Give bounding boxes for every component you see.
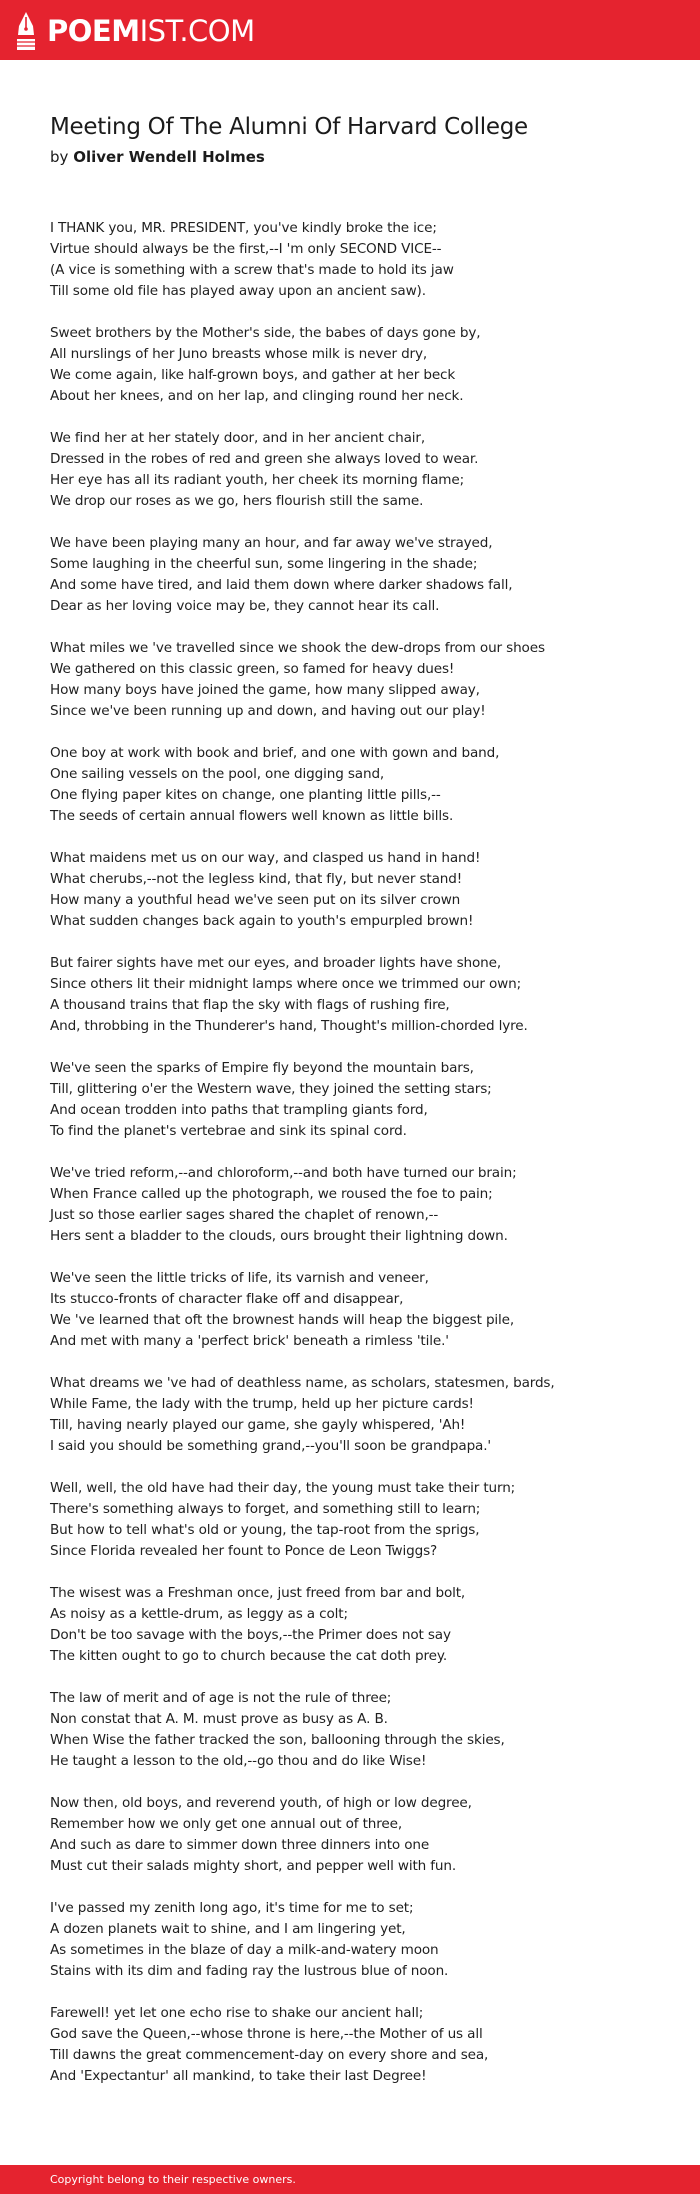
poem-line: We've seen the little tricks of life, its varnish and veneer, (50, 1270, 429, 1286)
poem-line: But fairer sights have met our eyes, and broader lights have shone, (50, 955, 501, 971)
poem-stanza (50, 1163, 670, 1247)
poem-stanza (50, 428, 670, 512)
poem-stanza (50, 218, 670, 302)
author-name[interactable]: Oliver Wendell Holmes (73, 148, 265, 166)
poem-line: Dear as her loving voice may be, they cannot hear its call. (50, 598, 440, 614)
poem-line: Sweet brothers by the Mother's side, the babes of days gone by, (50, 325, 481, 341)
poem-line: Dressed in the robes of red and green she always loved to wear. (50, 451, 479, 467)
poem-stanza (50, 1058, 670, 1142)
poem-line: The seeds of certain annual flowers well known as little bills. (50, 808, 454, 824)
poem-title: Meeting Of The Alumni Of Harvard College (50, 114, 528, 140)
poem-line: One sailing vessels on the pool, one digging sand, (50, 766, 385, 782)
poem-line: (A vice is something with a screw that's made to hold its jaw (50, 262, 454, 278)
site-logo-text: POEMIST.COM (47, 14, 255, 48)
by-label: by (50, 148, 69, 166)
poem-line: Don't be too savage with the boys,--the Primer does not say (50, 1627, 451, 1643)
poem-stanza (50, 743, 670, 827)
poem-line: How many a youthful head we've seen put on its silver crown (50, 892, 461, 908)
poem-line: I've passed my zenith long ago, it's time for me to set; (50, 1900, 414, 1916)
poem-line: What dreams we 've had of deathless name, as scholars, statesmen, bards, (50, 1375, 555, 1391)
poem-line: What maidens met us on our way, and clasped us hand in hand! (50, 850, 481, 866)
pen-nib-icon (16, 11, 36, 51)
poem-stanza (50, 323, 670, 407)
poem-line: We gathered on this classic green, so famed for heavy dues! (50, 661, 455, 677)
poem-line: Some laughing in the cheerful sun, some lingering in the shade; (50, 556, 478, 572)
poem-line: Remember how we only get one annual out of three, (50, 1816, 403, 1832)
copyright-notice: Copyright belong to their respective owners. (50, 2173, 296, 2186)
poem-line: We have been playing many an hour, and far away we've strayed, (50, 535, 493, 551)
poem-stanza (50, 1478, 670, 1562)
poem-body (50, 218, 670, 2108)
poem-line: God save the Queen,--whose throne is here,--the Mother of us all (50, 2026, 483, 2042)
poem-line: A dozen planets wait to shine, and I am lingering yet, (50, 1921, 406, 1937)
poem-stanza (50, 2003, 670, 2087)
poem-stanza (50, 1898, 670, 1982)
poem-line: Her eye has all its radiant youth, her cheek its morning flame; (50, 472, 465, 488)
poem-line: When Wise the father tracked the son, ballooning through the skies, (50, 1732, 505, 1748)
poem-line: Stains with its dim and fading ray the lustrous blue of noon. (50, 1963, 449, 1979)
site-header (0, 0, 700, 60)
poem-line: As noisy as a kettle-drum, as leggy as a colt; (50, 1606, 348, 1622)
poem-line: As sometimes in the blaze of day a milk-and-watery moon (50, 1942, 439, 1958)
poem-line: The kitten ought to go to church because the cat doth prey. (50, 1648, 447, 1664)
poem-stanza (50, 1268, 670, 1352)
poem-line: And, throbbing in the Thunderer's hand, Thought's million-chorded lyre. (50, 1018, 528, 1034)
site-logo[interactable] (16, 11, 255, 51)
poem-line: Hers sent a bladder to the clouds, ours brought their lightning down. (50, 1228, 508, 1244)
poem-byline (50, 148, 265, 166)
poem-line: Non constat that A. M. must prove as busy as A. B. (50, 1711, 388, 1727)
poem-line: We find her at her stately door, and in her ancient chair, (50, 430, 426, 446)
poem-line: One boy at work with book and brief, and one with gown and band, (50, 745, 500, 761)
poem-line: We drop our roses as we go, hers flourish still the same. (50, 493, 424, 509)
poem-line: The wisest was a Freshman once, just freed from bar and bolt, (50, 1585, 466, 1601)
poem-line: Virtue should always be the first,--I 'm only SECOND VICE-- (50, 241, 442, 257)
poem-line: Must cut their salads mighty short, and pepper well with fun. (50, 1858, 457, 1874)
poem-stanza (50, 1793, 670, 1877)
poem-line: I THANK you, MR. PRESIDENT, you've kindly broke the ice; (50, 220, 437, 236)
poem-line: Since Florida revealed her fount to Ponce de Leon Twiggs? (50, 1543, 438, 1559)
poem-line: We 've learned that oft the brownest hands will heap the biggest pile, (50, 1312, 515, 1328)
poem-line: All nurslings of her Juno breasts whose milk is never dry, (50, 346, 428, 362)
poem-line: What miles we 've travelled since we shook the dew-drops from our shoes (50, 640, 545, 656)
poem-line: Till, glittering o'er the Western wave, they joined the setting stars; (50, 1081, 492, 1097)
poem-line: About her knees, and on her lap, and clinging round her neck. (50, 388, 464, 404)
poem-line: To find the planet's vertebrae and sink its spinal cord. (50, 1123, 407, 1139)
poem-line: When France called up the photograph, we roused the foe to pain; (50, 1186, 493, 1202)
poem-line: He taught a lesson to the old,--go thou and do like Wise! (50, 1753, 427, 1769)
poem-line: Till dawns the great commencement-day on every shore and sea, (50, 2047, 489, 2063)
poem-line: Since others lit their midnight lamps where once we trimmed our own; (50, 976, 522, 992)
poem-line: I said you should be something grand,--you'll soon be grandpapa.' (50, 1438, 491, 1454)
poem-line: While Fame, the lady with the trump, held up her picture cards! (50, 1396, 474, 1412)
poem-stanza (50, 1688, 670, 1772)
poem-line: We come again, like half-grown boys, and gather at her beck (50, 367, 456, 383)
poem-line: Farewell! yet let one echo rise to shake our ancient hall; (50, 2005, 424, 2021)
poem-line: Till, having nearly played our game, she gayly whispered, 'Ah! (50, 1417, 466, 1433)
poem-line: Just so those earlier sages shared the chaplet of renown,-- (50, 1207, 439, 1223)
poem-line: The law of merit and of age is not the rule of three; (50, 1690, 392, 1706)
poem-line: One flying paper kites on change, one planting little pills,-- (50, 787, 441, 803)
poem-stanza (50, 533, 670, 617)
poem-stanza (50, 1583, 670, 1667)
poem-line: And 'Expectantur' all mankind, to take their last Degree! (50, 2068, 427, 2084)
poem-line: What cherubs,--not the legless kind, that fly, but never stand! (50, 871, 463, 887)
site-footer (0, 2165, 700, 2194)
poem-line: We've seen the sparks of Empire fly beyond the mountain bars, (50, 1060, 474, 1076)
poem-line: Its stucco-fronts of character flake off and disappear, (50, 1291, 404, 1307)
poem-stanza (50, 1373, 670, 1457)
poem-line: Well, well, the old have had their day, the young must take their turn; (50, 1480, 516, 1496)
poem-line: Since we've been running up and down, and having out our play! (50, 703, 486, 719)
poem-line: How many boys have joined the game, how many slipped away, (50, 682, 480, 698)
poem-line: And such as dare to simmer down three dinners into one (50, 1837, 430, 1853)
poem-stanza (50, 638, 670, 722)
poem-line: Till some old file has played away upon an ancient saw). (50, 283, 426, 299)
poem-line: What sudden changes back again to youth's empurpled brown! (50, 913, 474, 929)
poem-line: And some have tired, and laid them down where darker shadows fall, (50, 577, 513, 593)
poem-line: But how to tell what's old or young, the tap-root from the sprigs, (50, 1522, 480, 1538)
poem-line: Now then, old boys, and reverend youth, of high or low degree, (50, 1795, 472, 1811)
poem-line: A thousand trains that flap the sky with flags of rushing fire, (50, 997, 450, 1013)
poem-line: We've tried reform,--and chloroform,--and both have turned our brain; (50, 1165, 517, 1181)
poem-stanza (50, 953, 670, 1037)
poem-line: There's something always to forget, and something still to learn; (50, 1501, 481, 1517)
poem-line: And met with many a 'perfect brick' beneath a rimless 'tile.' (50, 1333, 449, 1349)
poem-line: And ocean trodden into paths that trampling giants ford, (50, 1102, 428, 1118)
poem-stanza (50, 848, 670, 932)
